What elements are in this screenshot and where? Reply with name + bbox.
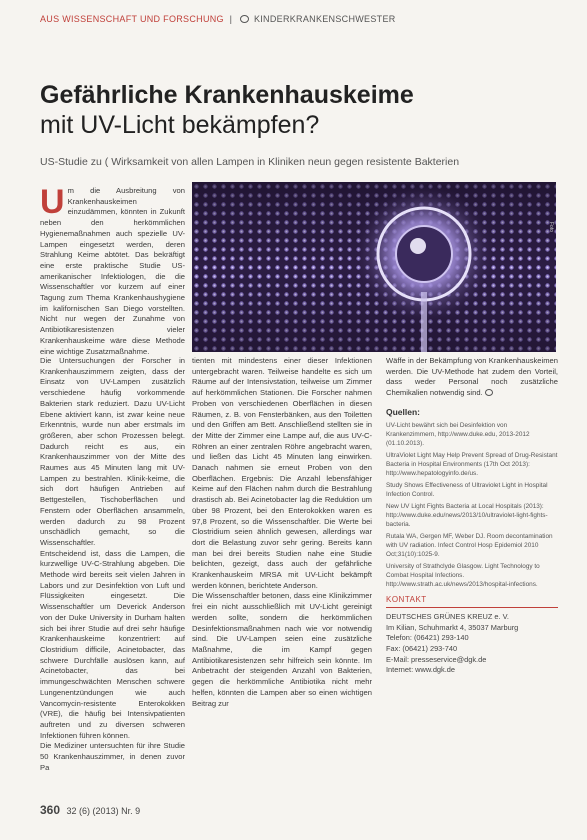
source-item: Rutala WA, Gergen MF, Weber DJ. Room decontamination with UV radiation. Infect Control Hosp Epidemiol 2010 Oct;31(10):1025-9. [386, 532, 553, 558]
issue-info: 32 (6) (2013) Nr. 9 [66, 806, 141, 816]
body-paragraph: Wäffe in der Bekämpfung von Krankenhauskeimen werden. Die UV-Methode hat zudem den Vorteil, dass weder Personal noch zusätzliche Chemikalien notwendig sind. [386, 356, 558, 398]
body-paragraph: Entscheidend ist, dass die Lampen, die kurzwellige UV-C-Strahlung abgeben. Die Methode wird bereits seit vielen Jahren in Labors und zur Desinfektion von Luft und Flüssigkeiten eingesetzt. Die Wissenschaftler um Deverick Anderson von der Duke University in Durham halten sich bei ihrer Studie auf drei sehr häufige Krankenhauskeime konzentriert: auf Clostridium difficile, Acinetobacter, das schwere Durchfälle auslösen kann, auf Acinetobacter, das bei immungeschwächten Menschen schwere Lungenentzündungen wie auch Vancomycin-resistente Enterokokken (VRE), die häufig bei Intensivpatienten auftreten und zu diversen schweren Infektionen führen können. [40, 548, 185, 740]
page-number: 360 [40, 803, 61, 817]
contact-phone: Telefon: (06421) 293-140 [386, 633, 469, 643]
article-column-2 [192, 356, 372, 709]
article-column-1-lower [40, 356, 185, 773]
section-label: AUS WISSENSCHAFT UND FORSCHUNG [40, 14, 224, 24]
photo-credit: Foto [548, 222, 554, 233]
body-paragraph: Die Mediziner untersuchten für ihre Studie 50 Krankenhauszimmer, in denen zuvor Pa [40, 741, 185, 772]
contact-address: Im Kilian, Schuhmarkt 4, 35037 Marburg [386, 622, 519, 632]
contact-email: E-Mail: presseservice@dgk.de [386, 654, 487, 664]
source-item: UltraViolet Light May Help Prevent Spread of Drug-Resistant Bacteria in Hospital Environments (17th Oct 2013): http://www.hepatologyinfo.de/us. [386, 451, 558, 477]
source-item: University of Strathclyde Glasgow. Light Technology to Combat Hospital Infections. http://www.strath.ac.uk/news/2013/hospital-infections. [386, 562, 540, 588]
contact-fax: Fax: (06421) 293-740 [386, 644, 458, 653]
contact-web: Internet: www.dgk.de [386, 665, 456, 675]
magazine-logo-icon [240, 15, 249, 23]
article-title [40, 80, 540, 140]
article-subtitle: US-Studie zu ( Wirksamkeit von allen Lampen in Kliniken neun gegen resistente Bakterien [40, 156, 460, 168]
body-paragraph: Die Untersuchungen der Forscher in Krankenhauszimmern zeigten, dass der Einsatz von UV-Lampen zusätzlich verschiedene häufig vorkommende Bakterien stark reduziert. Dazu UV-Licht Ebene aktiviert kann, ist zwar keine neue Erkenntnis, wurde nun aber erstmals im größeren, aber schon Prozessen belegt. Dadurch reicht es aus, ein Krankenhauszimmer von der Mitte des Raumes aus 45 Minuten lang mit UV-Lampen zu bestrahlen. Klinik-keime, die sich dort häufigen Antrieben auf Bettgestellen, Tischoberflächen und Fenstern oder Oberflächen ansammeln, werden dadurch zu 98 Prozent unschädlich gemacht, so die Wissenschaftler. [40, 356, 185, 547]
uv-lamp-illustration [192, 182, 556, 352]
topic-label: KINDERKRANKENSCHWESTER [253, 14, 396, 24]
drop-cap: U [40, 183, 65, 221]
title-line-2: mit UV-Licht bekämpfen? [40, 111, 320, 139]
body-paragraph: Die Wissenschaftler betonen, dass eine Klinikzimmer frei ein nicht ausschließlich mit UV-Licht gereinigt werden sollte, sondern die herkömmlichen Desinfektionsmaßnahmen nach wie vor notwendig sind. Die UV-Lampen seien eine zusätzliche Maßnahme, die im Kampf gegen Antibiotikaresistenzen sehr hilfreich sein könnte. Im Anbetracht der steigenden Anzahl von Bakterien, gegen die herkömmliche Antibiotika nicht mehr helfen, könnten die Lampen aber so einen wichtigen Beitrag zur [192, 591, 372, 708]
source-item: Study Shows Effectiveness of Ultraviolet Light in Hospital Infection Control. [386, 481, 548, 498]
contact-org: DEUTSCHES GRÜNES KREUZ e. V. [386, 612, 509, 622]
page-footer [40, 803, 140, 817]
uv-lamp-photo [192, 182, 556, 352]
intro-paragraph: m die Ausbreitung von Krankenhauskeimen einzudämmen, könnten in Zukunft neben den herkömmlichen Hygienemaßnahmen auch spezielle UV-Lampen eingesetzt werden, deren Strahlung Keime abtötet. Das bekräftigt eine erste praktische Studie US-amerikanischer Infektiologen, die die Wissenschaftler vor kurzem auf einer Tagung zum Thema Krankenhaushygiene im kalifornischen San Diego vorstellten. Nicht nur wegen der Zunahme von Antibiotikaresistenzen vieler Krankenhauskeime wäre diese Methode eine wichtige Zusatzmaßnahme. [40, 186, 185, 356]
title-line-1: Gefährliche Krankenhauskeime [40, 81, 414, 109]
page-header [40, 14, 560, 24]
source-item: UV-Licht bewährt sich bei Desinfektion von Krankenzimmern, http://www.duke.edu, 2013-2012 (01.10.2013). [386, 421, 530, 447]
separator: | [229, 14, 233, 24]
sources-title: Quellen: [386, 406, 421, 417]
contact-title: KONTAKT [386, 595, 558, 609]
article-end-icon [485, 389, 493, 396]
contact-section [386, 595, 558, 676]
body-paragraph: tienten mit mindestens einer dieser Infektionen untergebracht waren. Teilweise handelte es sich um Räume auf der Intensivstation, teilweise um Zimmer auf herkömmlichen Stationen. Die Forscher nahmen Proben von verschiedenen Oberflächen in diesen Räumen, z. B. von Fensterbänken, aus den Toiletten und den Griffen am Bett. Anschließend stellten sie in der Mitte der Zimmer eine Lampe auf, die aus UV-C-Röhren an einer zentralen Röhre angebracht waren, und ließen das Licht 45 Minuten lang einwirken. Danach nahmen sie erneut Proben von den Oberflächen. Ergebnis: Die Anzahl lebensfähiger Keime auf den Flächen nahm durch die Bestrahlung drastisch ab. Bei Acinetobacter lag die Reduktion um über 98 Prozent, bei den Enterokokken waren es 97,8 Prozent, so die Wissenschaftler. Die Werte bei Clostridium seien ähnlich gewesen, allerdings war dort die Belastung zuvor sehr gering. Bereits kann man bei drei bereits Studien nahe eine Studie belichten, gezeigt, dass auch der gefährliche Krankenhauskeim MRSA mit UV-Licht bekämpft werden können, berichtete Anderson. [192, 356, 372, 590]
article-column-3 [386, 356, 558, 676]
article-column-1 [40, 183, 185, 357]
source-item: New UV Light Fights Bacteria at Local Hospitals (2013): http://www.duke.edu/news/2013/10/ultraviolet-light-fights-bacteria. [386, 502, 548, 528]
sources-section [386, 407, 558, 589]
